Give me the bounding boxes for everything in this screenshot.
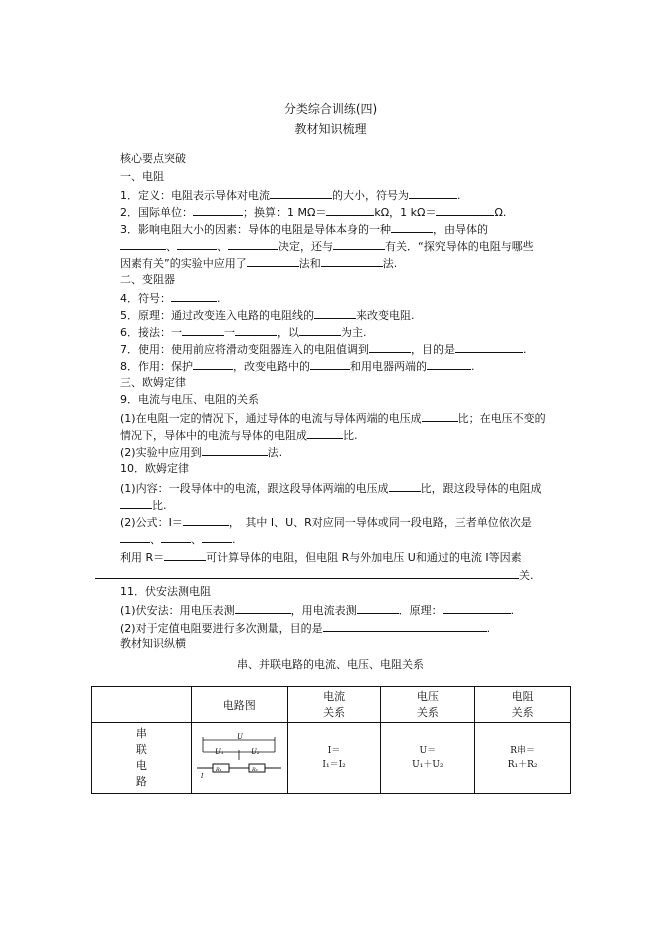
answer-blank [333, 238, 385, 250]
text: kΩ，1 kΩ＝ [374, 206, 437, 219]
text: . [510, 604, 515, 617]
text: . [457, 189, 461, 202]
answer-blank [202, 444, 268, 456]
answer-blank [164, 549, 206, 561]
item-3-cont2 [120, 255, 397, 271]
text: 比. [152, 499, 167, 512]
label-r1: R₁ [216, 767, 222, 773]
table-row-series [92, 723, 571, 794]
text: ， 其中 I、U、R对应同一导体或同一段电路，三者单位依次是 [228, 516, 532, 529]
answer-blank [310, 358, 350, 370]
text: . [232, 533, 236, 546]
text: 利用 R＝ [120, 551, 165, 564]
heading-resistance: 一、电阻 [120, 170, 164, 183]
formula-line: R串＝ [510, 746, 535, 756]
answer-blank [422, 410, 458, 422]
row-label-char: 路 [135, 775, 147, 788]
page-title: 分类综合训练(四) [283, 102, 378, 116]
text: 8．作用：保护 [120, 360, 193, 373]
item-7 [120, 341, 527, 357]
answer-blank [299, 324, 341, 336]
item-9-1-cont [120, 427, 358, 443]
series-voltage-cell [381, 723, 475, 794]
text: (1)伏安法：用电压表测 [120, 604, 235, 617]
formula-line: I＝ [327, 746, 341, 756]
item-10-3-cont [95, 567, 534, 583]
item-11-1 [120, 602, 514, 618]
text: (1)在电阻一定的情况下，通过导体的电流与导体两端的电压成 [120, 412, 422, 425]
answer-blank [183, 514, 229, 526]
text: 7．使用：使用前应将滑动变阻器连入的电阻值调到 [120, 343, 369, 356]
text: 为主. [341, 326, 367, 339]
row-label-char: 串 [135, 727, 147, 740]
formula-line: I₁＝I₂ [322, 760, 346, 770]
item-3 [120, 221, 488, 237]
item-11: 11．伏安法测电阻 [120, 585, 211, 598]
item-10-2 [120, 514, 532, 530]
answer-blank [177, 238, 217, 250]
text: ，以 [277, 326, 299, 339]
formula-line: U₁＋U₂ [412, 760, 444, 770]
section-heading-core: 核心要点突破 [120, 152, 186, 165]
label-u1: U₁ [215, 748, 224, 756]
answer-blank [120, 531, 150, 543]
item-4 [120, 290, 221, 306]
header-voltage [381, 687, 475, 723]
item-9-1 [120, 410, 546, 426]
answer-blank [171, 290, 217, 302]
answer-blank [369, 341, 411, 353]
text: 关. [519, 569, 534, 582]
label-u: U [237, 733, 244, 741]
item-1 [120, 187, 461, 203]
series-resistance-cell [475, 723, 571, 794]
series-circuit-diagram-cell [191, 723, 287, 794]
item-10-1-cont [120, 497, 167, 513]
answer-blank [193, 358, 233, 370]
answer-blank [161, 531, 191, 543]
text: . [217, 292, 221, 305]
text: ，目的是 [411, 343, 455, 356]
header-current [287, 687, 381, 723]
item-11-2 [120, 620, 490, 636]
formula-line: U＝ [419, 746, 437, 756]
section-heading-vertical: 教材知识纵横 [120, 637, 186, 650]
series-circuit-diagram [195, 732, 283, 784]
text: 的大小，符号为 [332, 189, 409, 202]
text: ，改变电路中的 [233, 360, 310, 373]
text: 1．定义：电阻表示导体对电流 [120, 189, 270, 202]
header-text: 关系 [511, 705, 534, 719]
text: ；换算：1 MΩ＝ [243, 206, 327, 219]
answer-blank [120, 238, 166, 250]
answer-blank [307, 427, 343, 439]
text: 6．接法：一 [120, 326, 182, 339]
label-r2: R₂ [252, 767, 258, 773]
answer-blank [202, 531, 232, 543]
text: 、 [166, 240, 177, 253]
text: 、 [191, 533, 202, 546]
answer-blank [270, 187, 332, 199]
item-9: 9．电流与电压、电阻的关系 [120, 393, 259, 406]
answer-blank [357, 602, 399, 614]
text: . [486, 622, 491, 635]
text: 法和 [298, 257, 321, 270]
answer-blank [95, 567, 519, 579]
text: 因素有关”的实验中应用了 [120, 257, 247, 270]
label-u2: U₂ [251, 748, 260, 756]
text: 、 [150, 533, 161, 546]
answer-blank [455, 341, 523, 353]
header-empty-cell [92, 687, 192, 723]
table-caption: 串、并联电路的电流、电压、电阻关系 [237, 658, 424, 671]
item-8 [120, 358, 475, 374]
answer-blank [314, 307, 356, 319]
text: 情况下，导体中的电流与导体的电阻成 [120, 429, 307, 442]
answer-blank [436, 204, 494, 216]
text: 一 [224, 326, 235, 339]
row-label-char: 电 [135, 759, 147, 772]
text: 和用电器两端的 [350, 360, 427, 373]
text: (2)公式：I＝ [120, 516, 183, 529]
answer-blank [182, 324, 224, 336]
text: ．原理： [398, 604, 443, 617]
item-10-3 [120, 549, 522, 565]
text: 、 [217, 240, 228, 253]
row-label-series [92, 723, 192, 794]
text: Ω. [494, 206, 507, 219]
text: 4．符号： [120, 292, 171, 305]
table-header-row [92, 687, 571, 723]
answer-blank [247, 255, 299, 267]
header-text: 关系 [416, 705, 439, 719]
answer-blank [443, 602, 511, 614]
answer-blank [409, 187, 457, 199]
answer-blank [120, 497, 152, 509]
header-text: 关系 [323, 705, 346, 719]
answer-blank [321, 255, 383, 267]
answer-blank [235, 324, 277, 336]
text: ，用电流表测 [290, 604, 357, 617]
text: 来改变电阻. [356, 309, 415, 322]
text: . [471, 360, 475, 373]
text: (2)对于定值电阻要进行多次测量，目的是 [120, 622, 323, 635]
item-10-1 [120, 480, 542, 496]
text: 2．国际单位： [120, 206, 193, 219]
text: (2)实验中应用到 [120, 446, 202, 459]
item-2 [120, 204, 506, 220]
text: 比，跟这段导体的电阻成 [420, 482, 542, 495]
header-text: 电压 [416, 689, 439, 703]
text: (1)内容：一段导体中的电流，跟这段导体两端的电压成 [120, 482, 389, 495]
answer-blank [235, 602, 291, 614]
formula-line: R₁＋R₂ [507, 760, 538, 770]
text: 决定，还与 [278, 240, 333, 253]
text: 比. [343, 429, 358, 442]
answer-blank [427, 358, 471, 370]
answer-blank [391, 221, 433, 233]
text: . [523, 343, 527, 356]
page-subtitle: 教材知识梳理 [294, 122, 367, 136]
header-circuit: 电路图 [191, 687, 287, 723]
header-text: 电流 [323, 689, 346, 703]
header-text: 电阻 [511, 689, 534, 703]
answer-blank [323, 620, 487, 632]
item-10-2-cont [120, 531, 236, 547]
header-resistance [475, 687, 571, 723]
answer-blank [389, 480, 421, 492]
text: 比；在电压不变的 [457, 412, 546, 425]
relations-table [91, 686, 571, 794]
item-6 [120, 324, 367, 340]
answer-blank [193, 204, 243, 216]
text: 有关．“探究导体的电阻与哪些 [385, 240, 534, 253]
text: 法. [267, 446, 283, 459]
item-9-2 [120, 444, 282, 460]
heading-ohms-law: 三、欧姆定律 [120, 376, 186, 389]
label-i: I [201, 773, 204, 780]
text: 3．影响电阻大小的因素：导体的电阻是导体本身的一种 [120, 223, 391, 236]
answer-blank [326, 204, 374, 216]
answer-blank [228, 238, 278, 250]
text: 法. [382, 257, 398, 270]
text: 可计算导体的电阻，但电阻 R与外加电压 U和通过的电流 I等因素 [206, 551, 522, 564]
text: 5．原理：通过改变连入电路的电阻线的 [120, 309, 314, 322]
series-current-cell [287, 723, 381, 794]
item-5 [120, 307, 415, 323]
item-10: 10．欧姆定律 [120, 462, 189, 475]
heading-rheostat: 二、变阻器 [120, 273, 175, 286]
text: ，由导体的 [433, 223, 488, 236]
row-label-char: 联 [135, 743, 147, 756]
item-3-cont [120, 238, 534, 254]
